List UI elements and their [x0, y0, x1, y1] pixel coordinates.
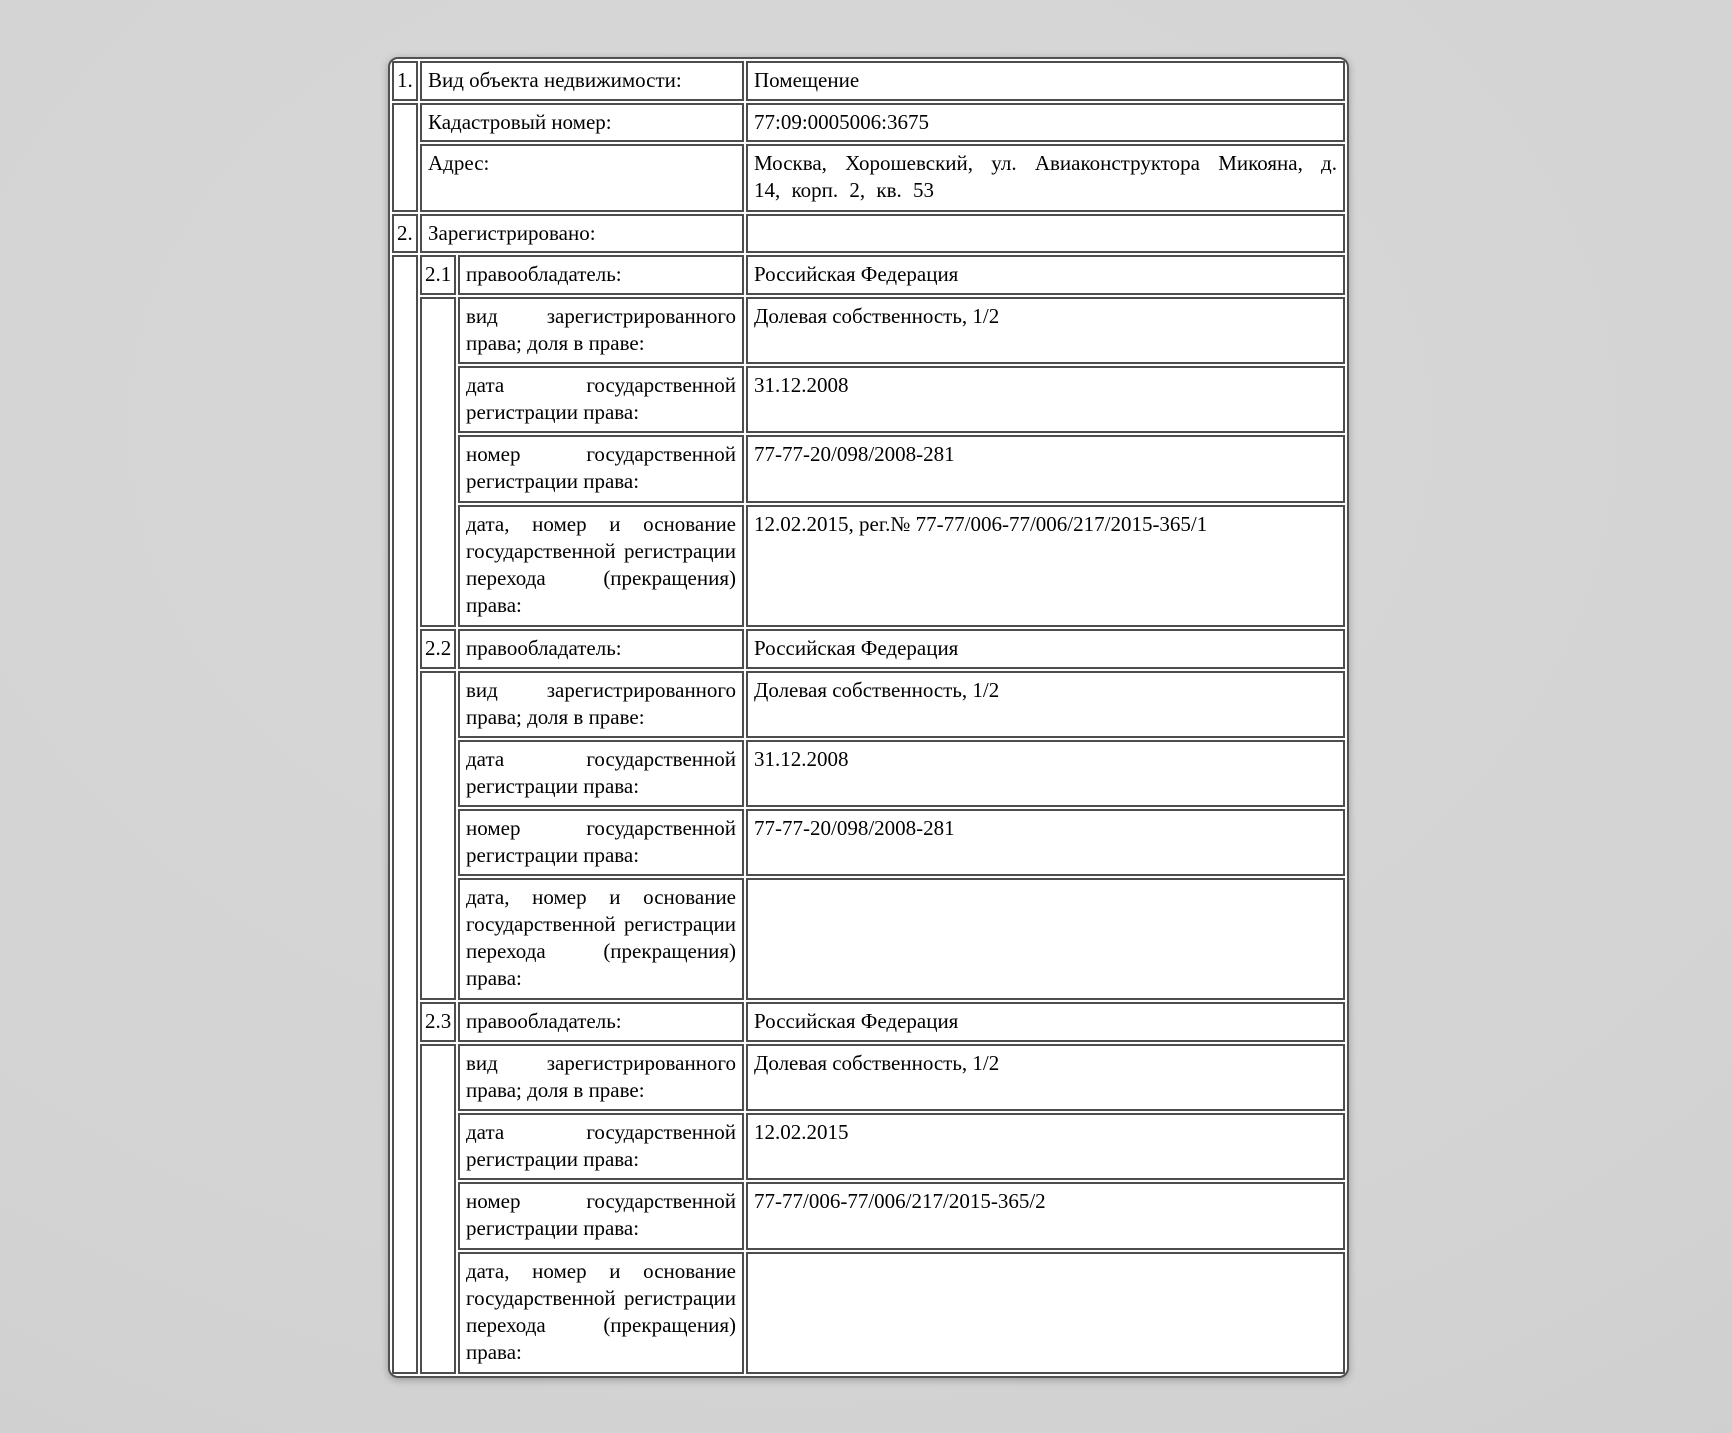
- field-label: правообладатель:: [458, 1002, 744, 1042]
- field-value: Долевая собственность, 1/2: [746, 297, 1345, 364]
- field-label: Адрес:: [420, 144, 744, 211]
- field-label: номер государственной регистрации права:: [458, 809, 744, 876]
- property-record-table: [390, 59, 1347, 1376]
- field-value: [746, 1252, 1345, 1374]
- field-label: вид зарегистрированного права; доля в праве:: [458, 1044, 744, 1111]
- row-reg-number-2-3: [392, 1182, 1345, 1249]
- row-reg-number-2-1: [392, 435, 1345, 502]
- field-label: правообладатель:: [458, 629, 744, 669]
- row-reg-date-2-2: [392, 740, 1345, 807]
- field-label: вид зарегистрированного права; доля в праве:: [458, 297, 744, 364]
- row-owner-2-2: [392, 629, 1345, 669]
- field-label: дата, номер и основание государственной регистрации перехода (прекращения) права:: [458, 878, 744, 1000]
- row-registered-header: [392, 214, 1345, 254]
- field-label: правообладатель:: [458, 255, 744, 295]
- spacer-cell: [420, 1044, 456, 1374]
- spacer-cell: [392, 255, 418, 1374]
- field-value: Москва, Хорошевский, ул. Авиаконструктора Микояна, д. 14, корп. 2, кв. 53: [746, 144, 1345, 211]
- field-label: дата, номер и основание государственной регистрации перехода (прекращения) права:: [458, 505, 744, 627]
- row-owner-2-3: [392, 1002, 1345, 1042]
- field-label: Вид объекта недвижимости:: [420, 61, 744, 101]
- field-label: дата государственной регистрации права:: [458, 740, 744, 807]
- field-label: дата государственной регистрации права:: [458, 366, 744, 433]
- field-value: 77-77/006-77/006/217/2015-365/2: [746, 1182, 1345, 1249]
- property-record-card: [388, 57, 1349, 1378]
- field-value: Российская Федерация: [746, 255, 1345, 295]
- field-value: Долевая собственность, 1/2: [746, 671, 1345, 738]
- field-value: 77-77-20/098/2008-281: [746, 809, 1345, 876]
- row-transfer-2-2: [392, 878, 1345, 1000]
- field-value: Долевая собственность, 1/2: [746, 1044, 1345, 1111]
- field-value: 77:09:0005006:3675: [746, 103, 1345, 143]
- field-label: Зарегистрировано:: [420, 214, 744, 254]
- row-reg-number-2-2: [392, 809, 1345, 876]
- field-value: [746, 878, 1345, 1000]
- row-right-kind-2-3: [392, 1044, 1345, 1111]
- field-value: Помещение: [746, 61, 1345, 101]
- row-owner-2-1: [392, 255, 1345, 295]
- field-value: 31.12.2008: [746, 740, 1345, 807]
- field-label: номер государственной регистрации права:: [458, 435, 744, 502]
- field-value: Российская Федерация: [746, 629, 1345, 669]
- field-value: 31.12.2008: [746, 366, 1345, 433]
- row-object-type: [392, 61, 1345, 101]
- row-address: [392, 144, 1345, 211]
- row-right-kind-2-1: [392, 297, 1345, 364]
- row-number-cell: 2.: [392, 214, 418, 254]
- field-label: Кадастровый номер:: [420, 103, 744, 143]
- field-label: вид зарегистрированного права; доля в праве:: [458, 671, 744, 738]
- row-reg-date-2-3: [392, 1113, 1345, 1180]
- row-transfer-2-1: [392, 505, 1345, 627]
- row-number-cell: 2.1: [420, 255, 456, 295]
- field-label: номер государственной регистрации права:: [458, 1182, 744, 1249]
- row-number-cell: 2.2: [420, 629, 456, 669]
- row-transfer-2-3: [392, 1252, 1345, 1374]
- row-number-cell: 1.: [392, 61, 418, 101]
- row-cadastral-number: [392, 103, 1345, 143]
- row-right-kind-2-2: [392, 671, 1345, 738]
- field-value: 12.02.2015, рег.№ 77-77/006-77/006/217/2015-365/1: [746, 505, 1345, 627]
- spacer-cell: [420, 297, 456, 627]
- field-label: дата, номер и основание государственной регистрации перехода (прекращения) права:: [458, 1252, 744, 1374]
- field-label: дата государственной регистрации права:: [458, 1113, 744, 1180]
- field-value: 12.02.2015: [746, 1113, 1345, 1180]
- field-value: 77-77-20/098/2008-281: [746, 435, 1345, 502]
- spacer-cell: [420, 671, 456, 1001]
- field-value: [746, 214, 1345, 254]
- spacer-cell: [392, 103, 418, 212]
- row-reg-date-2-1: [392, 366, 1345, 433]
- row-number-cell: 2.3: [420, 1002, 456, 1042]
- field-value: Российская Федерация: [746, 1002, 1345, 1042]
